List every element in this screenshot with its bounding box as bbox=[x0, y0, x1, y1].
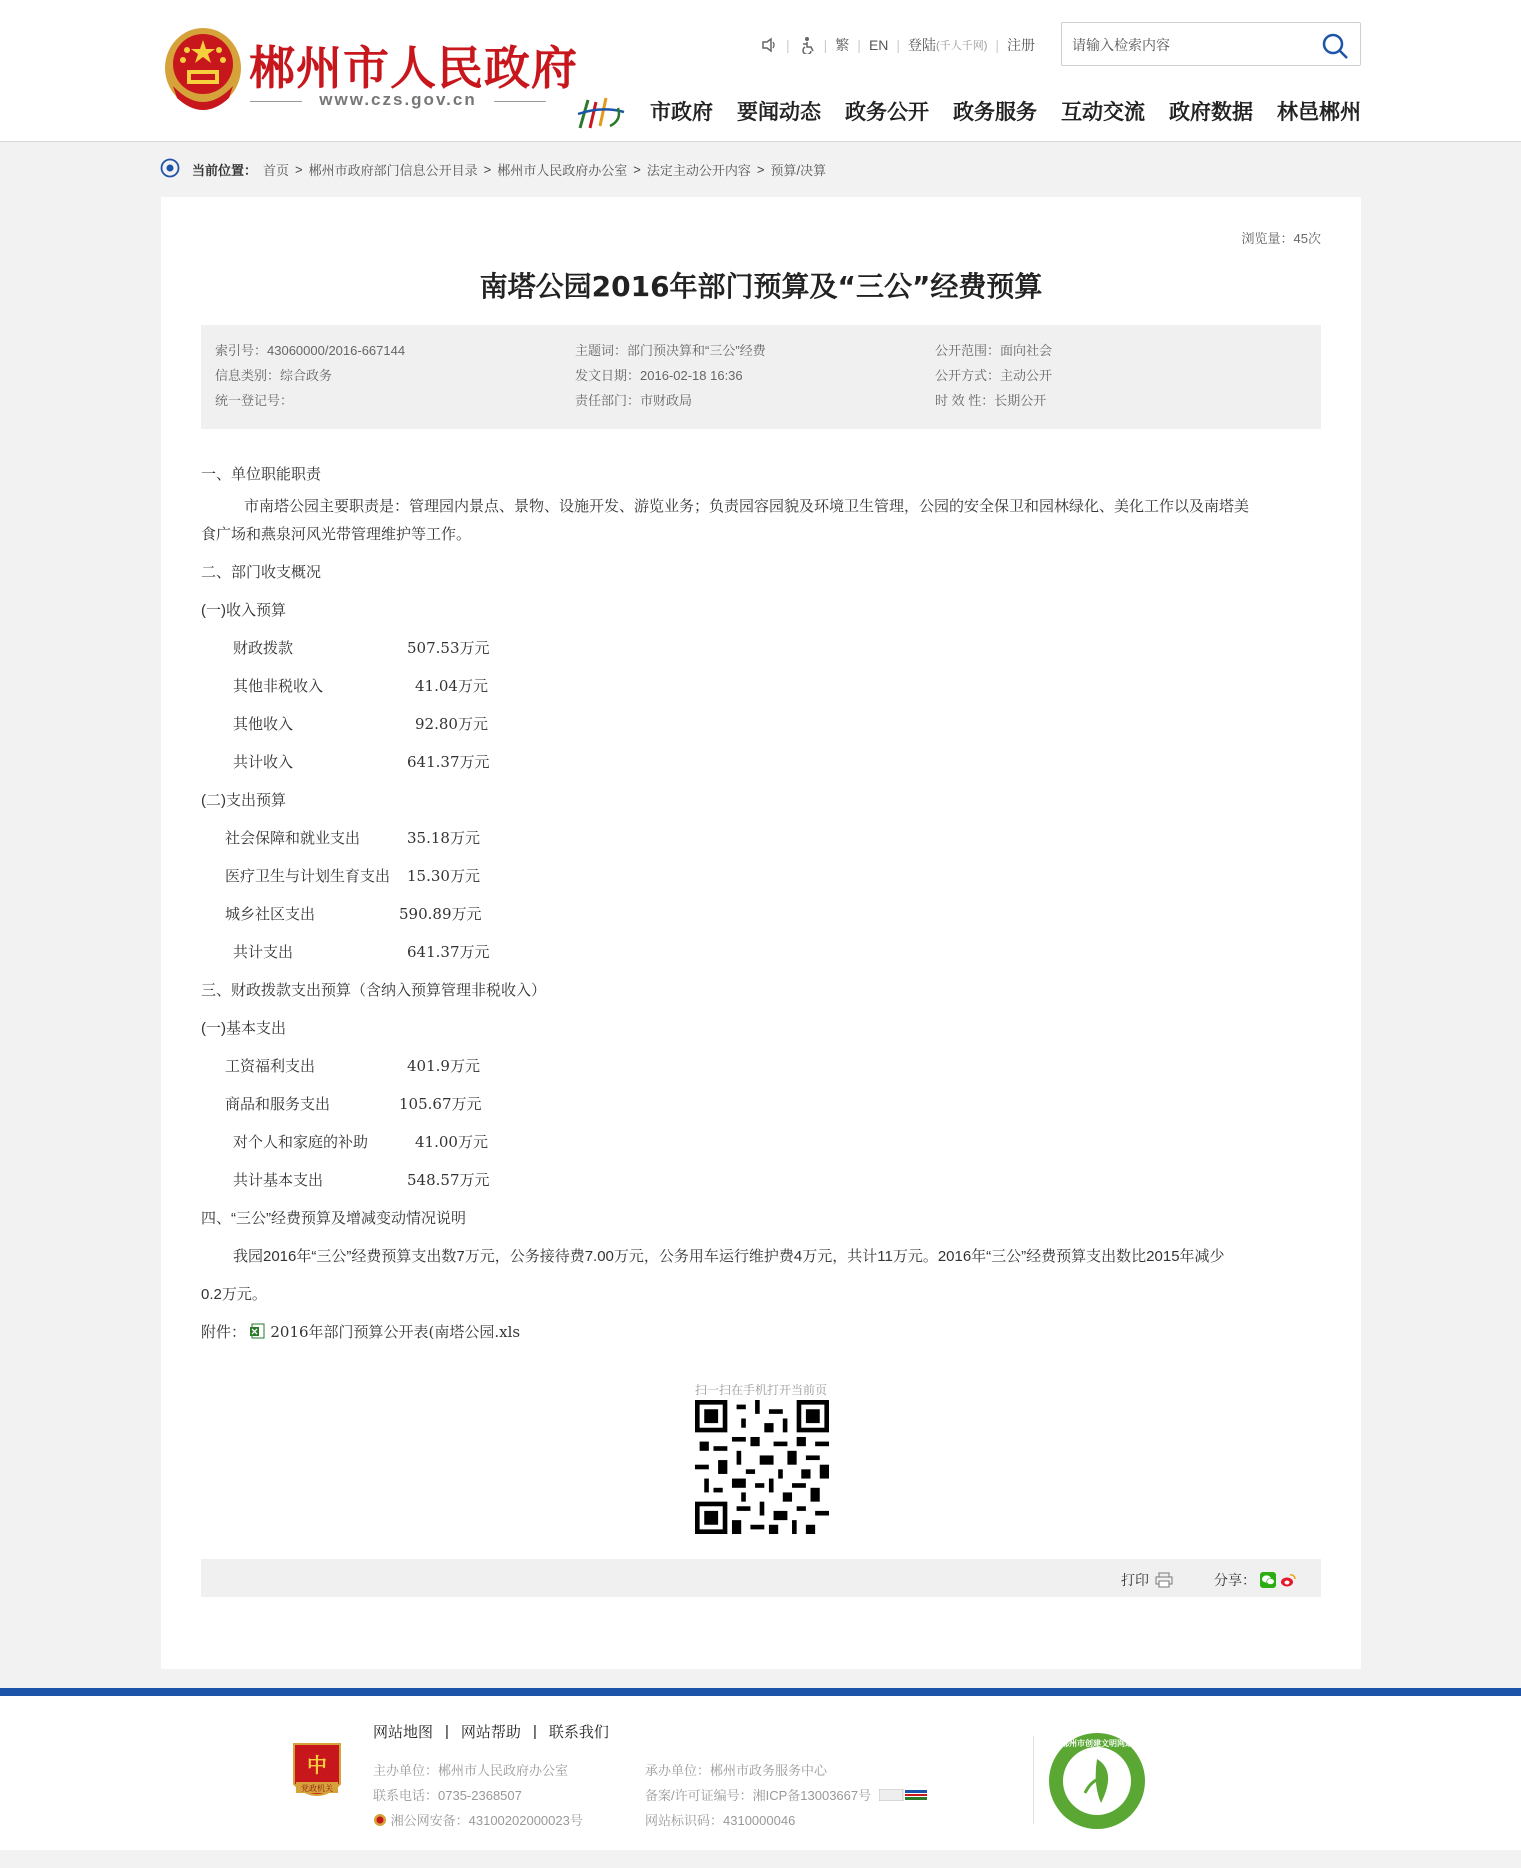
weibo-icon[interactable] bbox=[1280, 1572, 1296, 1588]
site-header bbox=[0, 0, 1521, 142]
share-label: 分享： bbox=[1214, 1572, 1256, 1588]
budget-item-value: 35.18万元 bbox=[407, 829, 480, 847]
budget-item-label: 财政拨款 bbox=[233, 640, 294, 657]
section-heading: 一、单位职能职责 bbox=[201, 466, 322, 483]
budget-item-label: 工资福利支出 bbox=[225, 1058, 316, 1075]
separator: | bbox=[896, 37, 901, 53]
footer-site-code: 网站标识码：4310000046 bbox=[645, 1813, 796, 1828]
login-link[interactable]: 登陆 bbox=[908, 37, 937, 53]
accessibility-icon[interactable] bbox=[798, 36, 816, 54]
subsection-heading: (二)支出预算 bbox=[201, 792, 286, 809]
budget-item-label: 其他非税收入 bbox=[233, 678, 324, 695]
budget-item-value: 92.80万元 bbox=[415, 715, 488, 733]
meta-scope: 公开范围：面向社会 bbox=[935, 343, 1053, 358]
separator: | bbox=[823, 37, 828, 53]
main-nav bbox=[650, 96, 1361, 126]
budget-item-label: 医疗卫生与计划生育支出 bbox=[225, 868, 391, 885]
site-url-banner bbox=[250, 90, 546, 112]
footer-police-text: 湘公网安备：43100202000023号 bbox=[390, 1813, 583, 1828]
footer-police bbox=[373, 1810, 583, 1829]
wechat-icon[interactable] bbox=[1260, 1572, 1276, 1588]
separator: | bbox=[995, 37, 999, 53]
top-utility-bar bbox=[760, 33, 1035, 57]
footer-host: 主办单位：郴州市人民政府办公室 bbox=[373, 1763, 569, 1778]
breadcrumb-separator: > bbox=[295, 161, 303, 177]
nav-item-gov-services[interactable]: 政务服务 bbox=[953, 100, 1037, 124]
national-emblem-icon bbox=[163, 26, 243, 114]
print-label: 打印 bbox=[1121, 1572, 1149, 1588]
section-heading: 四、“三公”经费预算及增减变动情况说明 bbox=[201, 1210, 466, 1227]
nav-item-linyi-chenzhou[interactable]: 林邑郴州 bbox=[1277, 100, 1361, 124]
budget-item-value: 641.37万元 bbox=[407, 943, 490, 961]
subsection-heading: (一)收入预算 bbox=[201, 602, 286, 619]
attachment-link[interactable]: 2016年部门预算公开表(南塔公园.xls bbox=[270, 1323, 521, 1341]
site-url: www.czs.gov.cn bbox=[319, 90, 477, 109]
printer-icon bbox=[1155, 1572, 1173, 1588]
budget-item-value: 641.37万元 bbox=[407, 753, 490, 771]
breadcrumb-statutory[interactable]: 法定主动公开内容 bbox=[646, 162, 751, 178]
meta-method: 公开方式：主动公开 bbox=[935, 368, 1053, 383]
meta-row bbox=[215, 390, 1321, 415]
location-pin-icon bbox=[160, 158, 180, 180]
paragraph: 市南塔公园主要职责是：管理园内景点、景物、设施开发、游览业务；负责园容园貌及环境卫生管理，公园的安全保卫和园林绿化、美化工作以及南塔美 bbox=[244, 498, 1250, 515]
site-title: 郴州市人民政府 bbox=[249, 41, 578, 95]
budget-item-label: 社会保障和就业支出 bbox=[225, 830, 361, 847]
budget-item-value: 15.30万元 bbox=[407, 867, 480, 885]
breadcrumb-separator: > bbox=[483, 161, 492, 177]
register-link[interactable]: 注册 bbox=[1007, 37, 1035, 53]
article-panel bbox=[161, 197, 1361, 1669]
budget-item-label: 共计基本支出 bbox=[233, 1172, 324, 1189]
share-bar bbox=[201, 1559, 1321, 1597]
article-meta bbox=[201, 325, 1321, 429]
budget-item-value: 41.00万元 bbox=[415, 1133, 488, 1151]
qr-code-icon bbox=[695, 1400, 829, 1534]
police-badge-icon bbox=[373, 1813, 387, 1827]
section-heading: 二、部门收支概况 bbox=[201, 564, 322, 581]
nav-item-interaction[interactable]: 互动交流 bbox=[1061, 100, 1145, 124]
budget-item-label: 对个人和家庭的补助 bbox=[233, 1134, 369, 1151]
breadcrumb-separator: > bbox=[756, 161, 765, 177]
breadcrumb-office[interactable]: 郴州市人民政府办公室 bbox=[497, 162, 628, 178]
meta-department: 责任部门：市财政局 bbox=[575, 393, 693, 408]
excel-file-icon bbox=[250, 1323, 266, 1339]
meta-registration: 统一登记号： bbox=[215, 393, 294, 408]
meta-date: 发文日期：2016-02-18 16:36 bbox=[575, 368, 743, 383]
divider bbox=[494, 101, 546, 102]
paragraph: 0.2万元。 bbox=[201, 1286, 267, 1303]
footer-divider bbox=[1033, 1736, 1034, 1824]
paragraph: 我园2016年“三公”经费预算支出数7万元，公务接待费7.00万元，公务用车运行维护费4万元，共计11万元。2016年“三公”经费预算支出数比2015年减少 bbox=[233, 1248, 1225, 1265]
budget-item-label: 城乡社区支出 bbox=[225, 906, 316, 923]
view-count: 浏览量：45次 bbox=[1241, 231, 1321, 246]
footer-icp-text: 备案/许可证编号：湘ICP备13003667号 bbox=[645, 1788, 872, 1803]
search-input[interactable] bbox=[1072, 33, 1302, 57]
meta-row bbox=[215, 365, 1321, 390]
meta-keywords: 主题词：部门预决算和“三公”经费 bbox=[575, 343, 766, 358]
share-group bbox=[1214, 1570, 1296, 1590]
budget-item-label: 共计支出 bbox=[233, 944, 294, 961]
search-icon[interactable] bbox=[1320, 31, 1350, 61]
party-gov-badge-icon[interactable] bbox=[290, 1740, 344, 1804]
article-title: 南塔公园2016年部门预算及“三公”经费预算 bbox=[479, 270, 1043, 303]
qr-caption: 扫一扫在手机打开当前页 bbox=[694, 1383, 827, 1397]
budget-item-value: 105.67万元 bbox=[399, 1095, 482, 1113]
meta-row bbox=[215, 340, 1321, 365]
breadcrumb-budget[interactable]: 预算/决算 bbox=[770, 162, 827, 178]
budget-item-value: 548.57万元 bbox=[407, 1171, 490, 1189]
divider bbox=[250, 101, 302, 102]
budget-item-value: 401.9万元 bbox=[407, 1057, 480, 1075]
footer-link-contact[interactable]: 联系我们 bbox=[548, 1724, 609, 1741]
nav-item-gov-data[interactable]: 政府数据 bbox=[1169, 100, 1253, 124]
separator: | bbox=[445, 1723, 449, 1740]
separator: | bbox=[532, 1723, 537, 1740]
attachment-label: 附件： bbox=[201, 1324, 247, 1341]
breadcrumb-catalog[interactable]: 郴州市政府部门信息公开目录 bbox=[308, 162, 478, 178]
separator: | bbox=[786, 37, 790, 53]
audio-reader-icon[interactable] bbox=[760, 36, 778, 54]
budget-item-value: 507.53万元 bbox=[407, 639, 490, 657]
traditional-chinese-link[interactable]: 繁 bbox=[835, 37, 850, 53]
subsection-heading: (一)基本支出 bbox=[201, 1020, 286, 1037]
separator: | bbox=[857, 37, 861, 53]
budget-item-label: 商品和服务支出 bbox=[225, 1096, 331, 1113]
footer-link-help[interactable]: 网站帮助 bbox=[460, 1724, 521, 1741]
footer-undertake: 承办单位：郴州市政务服务中心 bbox=[645, 1763, 828, 1778]
site-footer bbox=[0, 1688, 1521, 1850]
civ-badge-text: 郴州市创建文明网站 bbox=[1061, 1739, 1133, 1748]
breadcrumb-separator: > bbox=[633, 161, 641, 177]
section-heading: 三、财政拨款支出预算（含纳入预算管理非税收入） bbox=[201, 982, 547, 999]
footer-links bbox=[373, 1721, 609, 1742]
footer-icp bbox=[645, 1785, 929, 1804]
icp-badge-icon[interactable] bbox=[879, 1789, 929, 1801]
budget-item-label: 其他收入 bbox=[233, 716, 294, 733]
breadcrumb bbox=[160, 157, 826, 181]
budget-item-value: 590.89万元 bbox=[399, 905, 482, 923]
budget-item-value: 41.04万元 bbox=[415, 677, 488, 695]
print-button[interactable] bbox=[1121, 1570, 1173, 1590]
nav-item-gov-affairs-disclosure[interactable]: 政务公开 bbox=[845, 100, 929, 124]
svg-text:中: 中 bbox=[307, 1753, 327, 1777]
breadcrumb-home[interactable]: 首页 bbox=[263, 162, 290, 178]
budget-item-label: 共计收入 bbox=[233, 754, 294, 771]
badge-text: 党政机关 bbox=[301, 1784, 333, 1793]
search-box bbox=[1061, 22, 1361, 66]
attachment bbox=[201, 1321, 520, 1342]
nav-item-news[interactable]: 要闻动态 bbox=[737, 100, 821, 124]
login-subtitle: (千人千网) bbox=[936, 40, 988, 52]
english-link[interactable]: EN bbox=[868, 37, 889, 53]
nav-item-city-government[interactable]: 市政府 bbox=[650, 100, 713, 124]
paragraph: 食广场和燕泉河风光带管理维护等工作。 bbox=[201, 526, 472, 543]
footer-link-sitemap[interactable]: 网站地图 bbox=[373, 1724, 434, 1741]
breadcrumb-label: 当前位置： bbox=[192, 162, 258, 178]
meta-validity: 时 效 性：长期公开 bbox=[935, 393, 1047, 408]
footer-phone: 联系电话：0735-2368507 bbox=[373, 1788, 522, 1803]
meta-index-number: 索引号：43060000/2016-667144 bbox=[215, 343, 406, 358]
meta-category: 信息类别：综合政务 bbox=[215, 368, 333, 383]
civilized-website-badge-icon[interactable] bbox=[1047, 1731, 1147, 1831]
linyi-logo-icon bbox=[574, 92, 628, 134]
